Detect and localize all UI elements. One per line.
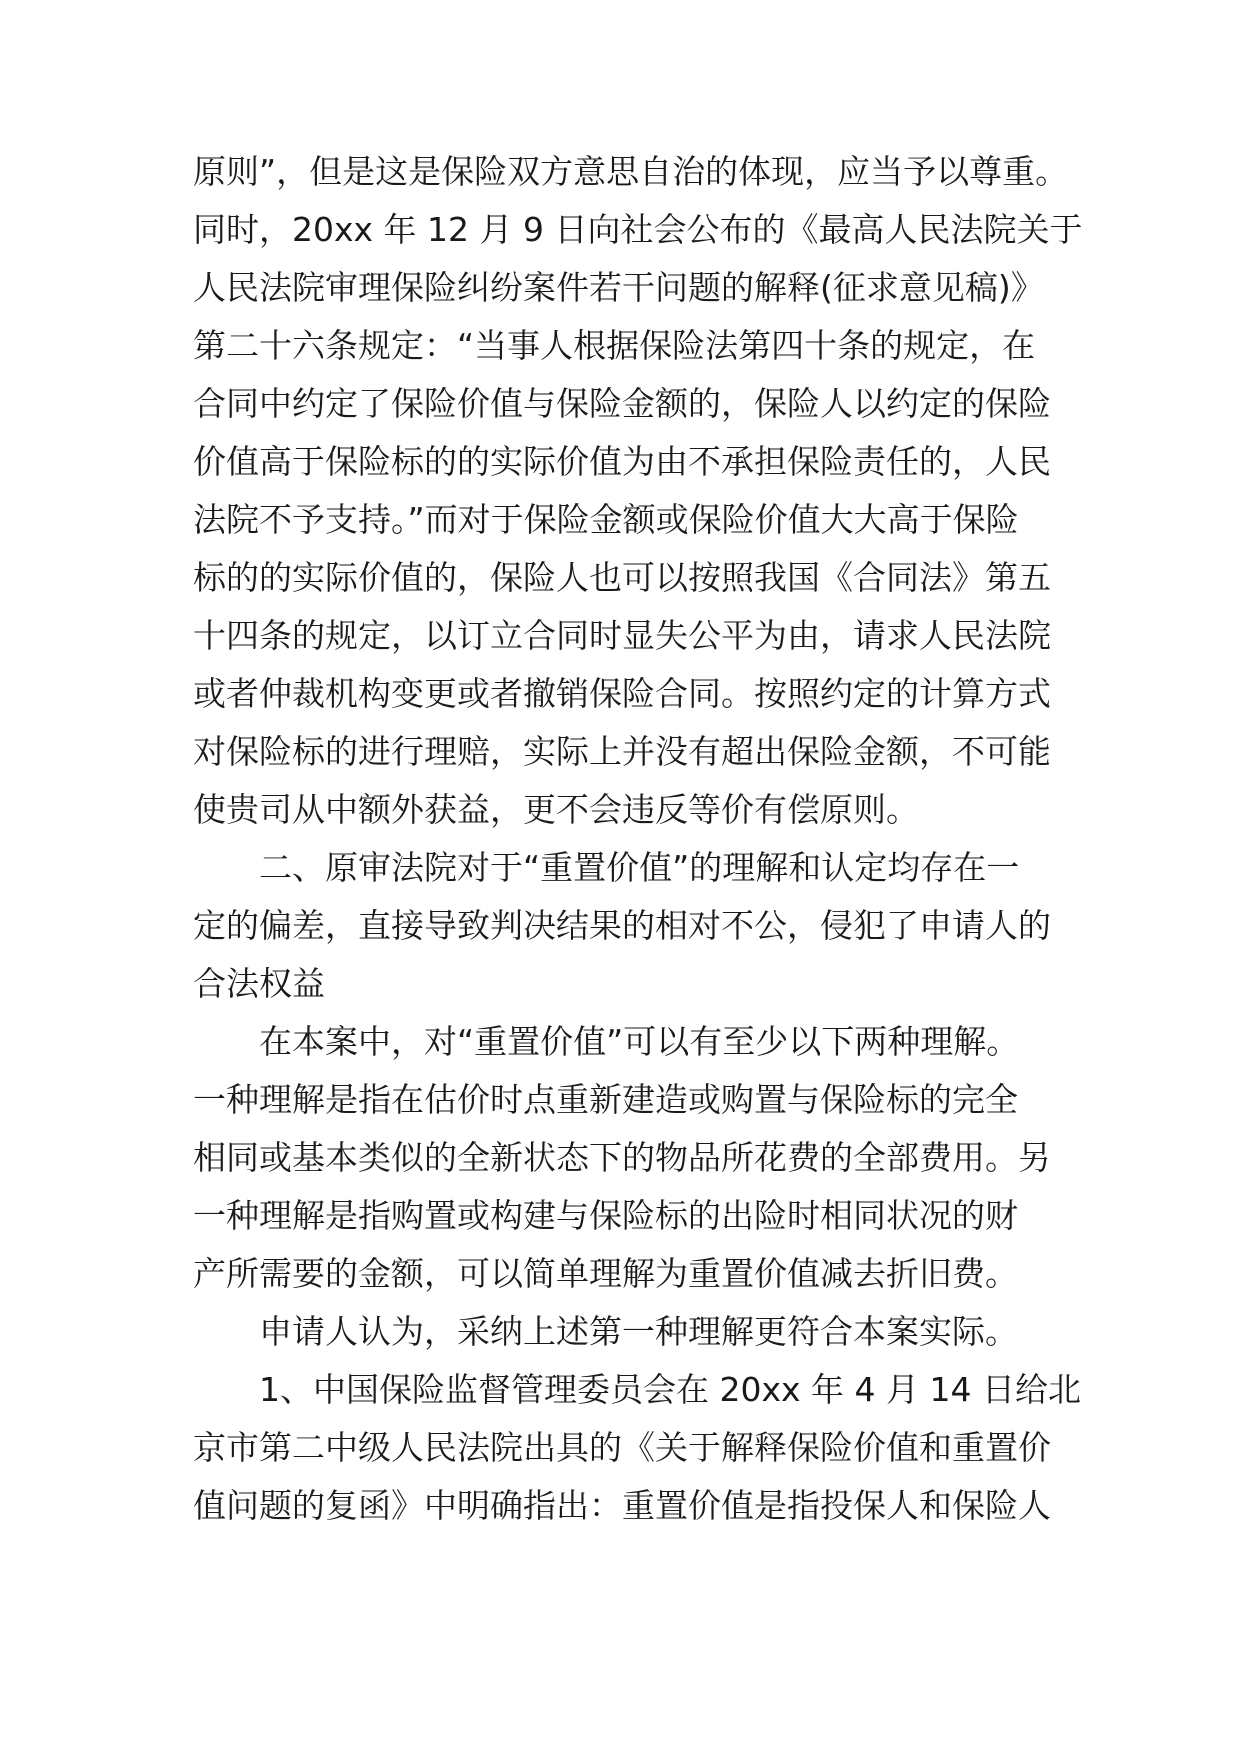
text-line: 第二十六条规定：“当事人根据保险法第四十条的规定，在	[193, 326, 1036, 365]
text-line: 原则”，但是这是保险双方意思自治的体现，应当予以尊重。	[193, 152, 1069, 191]
text-line: 对保险标的进行理赔，实际上并没有超出保险金额，不可能	[193, 732, 1051, 771]
text-line: 十四条的规定，以订立合同时显失公平为由，请求人民法院	[193, 616, 1051, 655]
text-line: 产所需要的金额，可以简单理解为重置价值减去折旧费。	[193, 1254, 1018, 1293]
text-line: 或者仲裁机构变更或者撤销保险合同。按照约定的计算方式	[193, 674, 1051, 713]
text-line: 同时，20xx 年 12 月 9 日向社会公布的《最高人民法院关于	[193, 210, 1083, 249]
section-heading-line: 合法权益	[193, 964, 325, 1003]
text-line: 价值高于保险标的的实际价值为由不承担保险责任的，人民	[193, 442, 1051, 481]
text-line: 法院不予支持。”而对于保险金额或保险价值大大高于保险	[193, 500, 1019, 539]
text-line: 值问题的复函》中明确指出：重置价值是指投保人和保险人	[193, 1486, 1051, 1525]
text-line: 京市第二中级人民法院出具的《关于解释保险价值和重置价	[193, 1428, 1051, 1467]
text-line: 人民法院审理保险纠纷案件若干问题的解释(征求意见稿)》	[193, 268, 1044, 307]
section-heading-line: 二、原审法院对于“重置价值”的理解和认定均存在一	[259, 848, 1020, 887]
text-line: 申请人认为，采纳上述第一种理解更符合本案实际。	[259, 1312, 1018, 1351]
text-line: 标的的实际价值的，保险人也可以按照我国《合同法》第五	[193, 558, 1051, 597]
text-line: 1、中国保险监督管理委员会在 20xx 年 4 月 14 日给北	[259, 1370, 1081, 1409]
text-line: 在本案中，对“重置价值”可以有至少以下两种理解。	[259, 1022, 1020, 1061]
text-line: 合同中约定了保险价值与保险金额的，保险人以约定的保险	[193, 384, 1051, 423]
text-line: 一种理解是指在估价时点重新建造或购置与保险标的完全	[193, 1080, 1018, 1119]
text-line: 相同或基本类似的全新状态下的物品所花费的全部费用。另	[193, 1138, 1051, 1177]
section-heading-line: 定的偏差，直接导致判决结果的相对不公，侵犯了申请人的	[193, 906, 1051, 945]
text-line: 使贵司从中额外获益，更不会违反等价有偿原则。	[193, 790, 919, 829]
text-line: 一种理解是指购置或构建与保险标的出险时相同状况的财	[193, 1196, 1018, 1235]
